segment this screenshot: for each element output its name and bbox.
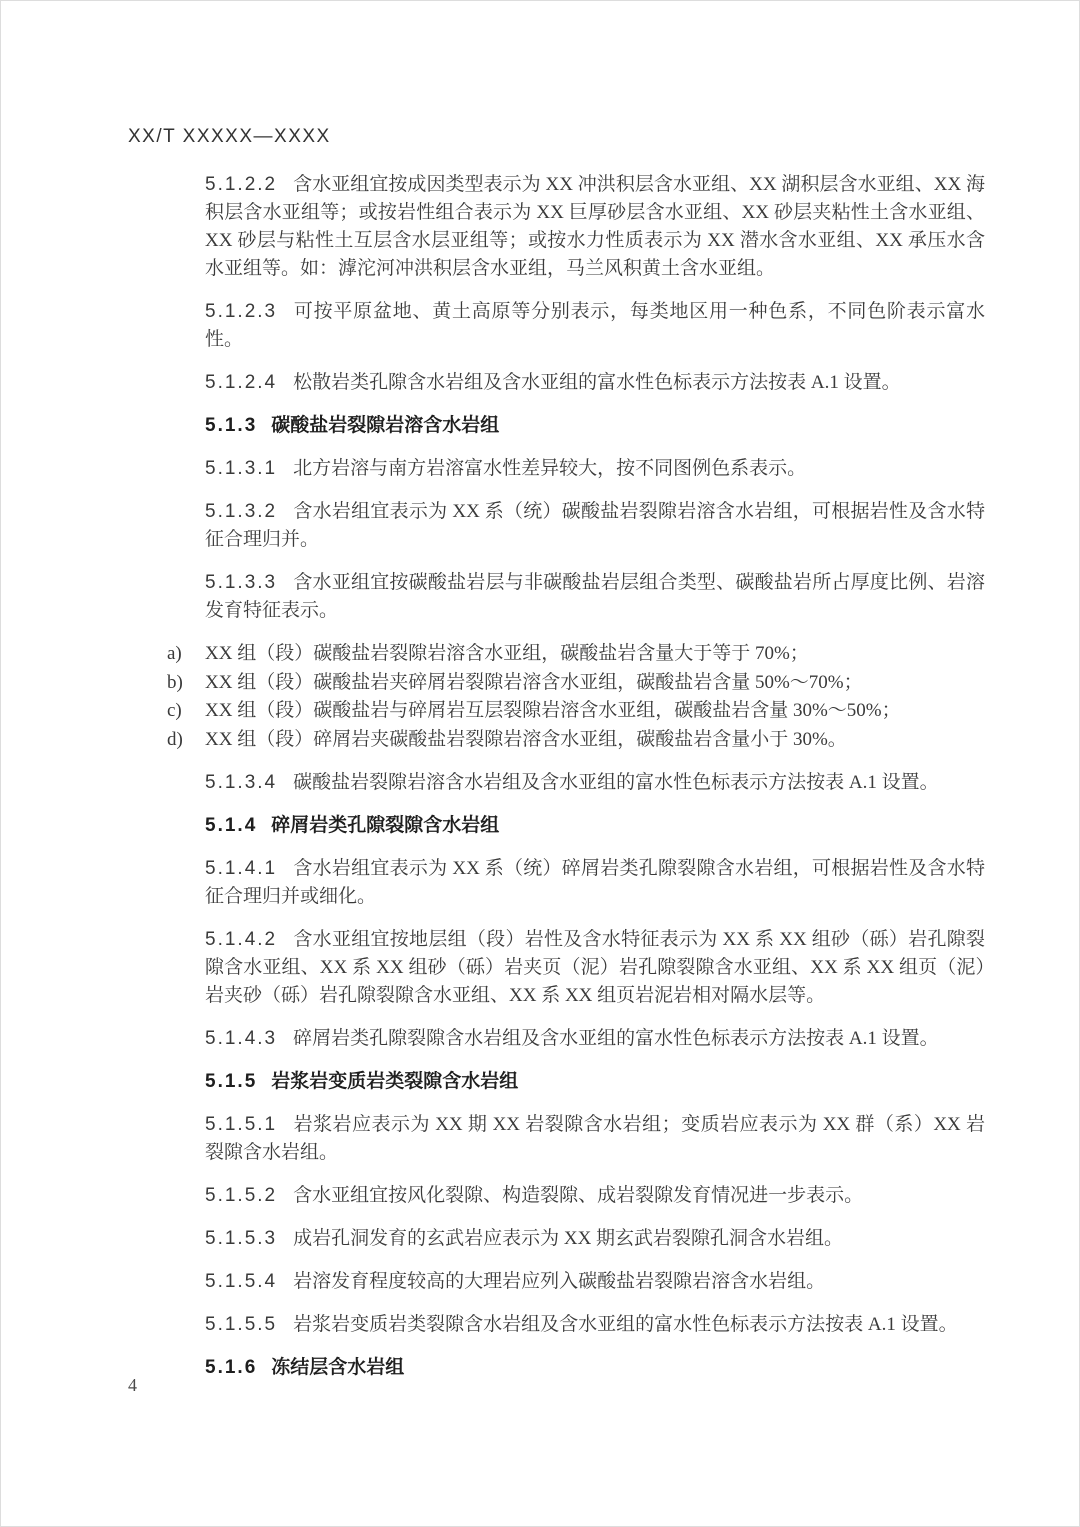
clause-number: 5.1.3.3 [205, 572, 278, 593]
clause-number: 5.1.5.5 [205, 1314, 278, 1335]
clause-text: 岩浆岩变质岩类裂隙含水岩组及含水亚组的富水性色标表示方法按表 A.1 设置。 [293, 1314, 958, 1335]
clause-number: 5.1.4.1 [205, 858, 278, 879]
clause-number: 5.1.4.3 [205, 1028, 278, 1049]
clause-text: 碎屑岩类孔隙裂隙含水岩组及含水亚组的富水性色标表示方法按表 A.1 设置。 [293, 1028, 939, 1049]
clause-5.1.5.5 [205, 1311, 985, 1339]
clause-5.1.5.3 [205, 1225, 985, 1253]
clause-5.1.2.3 [205, 298, 985, 354]
list-marker: d) [167, 728, 183, 750]
clause-5.1.2.2 [205, 171, 985, 283]
clause-number: 5.1.5.1 [205, 1114, 278, 1135]
list-item [167, 669, 985, 698]
clause-5.1.3.3 [205, 569, 985, 625]
clause-number: 5.1.3.2 [205, 501, 278, 522]
clause-number: 5.1.5.4 [205, 1271, 278, 1292]
heading-number: 5.1.5 [205, 1071, 258, 1092]
clause-5.1.4.1 [205, 855, 985, 911]
clause-text: 岩溶发育程度较高的大理岩应列入碳酸盐岩裂隙岩溶含水岩组。 [293, 1271, 826, 1292]
section-heading-5.1.6 [205, 1354, 985, 1382]
clause-text: 含水亚组宜按地层组（段）岩性及含水特征表示为 XX 系 XX 组砂（砾）岩孔隙裂隙含水亚组、XX 系 XX 组砂（砾）岩夹页（泥）岩孔隙裂隙含水亚组、XX 系 XX 组页（泥）岩夹砂（砾）岩孔隙裂隙含水亚组、XX 系 XX 组页岩泥岩相对隔水层等。 [205, 929, 985, 1006]
clause-text: 成岩孔洞发育的玄武岩应表示为 XX 期玄武岩裂隙孔洞含水岩组。 [293, 1228, 844, 1249]
clause-number: 5.1.3.1 [205, 458, 278, 479]
clause-number: 5.1.3.4 [205, 772, 278, 793]
clause-5.1.3.2 [205, 498, 985, 554]
list-marker: b) [167, 671, 183, 693]
list-item [167, 726, 985, 755]
clause-text: 岩浆岩应表示为 XX 期 XX 岩裂隙含水岩组；变质岩应表示为 XX 群（系）XX 岩裂隙含水岩组。 [205, 1114, 985, 1163]
clause-text: 北方岩溶与南方岩溶富水性差异较大，按不同图例色系表示。 [293, 458, 807, 479]
lettered-list [167, 640, 985, 754]
clause-number: 5.1.5.2 [205, 1185, 278, 1206]
list-item-text: XX 组（段）碳酸盐岩夹碎屑岩裂隙岩溶含水亚组，碳酸盐岩含量 50%～70%； [205, 671, 863, 693]
heading-number: 5.1.3 [205, 415, 258, 436]
clause-number: 5.1.4.2 [205, 929, 278, 950]
list-item-text: XX 组（段）碳酸盐岩与碎屑岩互层裂隙岩溶含水亚组，碳酸盐岩含量 30%～50%； [205, 700, 901, 721]
list-marker: c) [167, 700, 182, 721]
clause-number: 5.1.5.3 [205, 1228, 278, 1249]
running-header: XX/T XXXXX—XXXX [128, 126, 331, 147]
clause-5.1.4.2 [205, 926, 985, 1010]
heading-number: 5.1.4 [205, 815, 258, 836]
heading-text: 岩浆岩变质岩类裂隙含水岩组 [271, 1071, 519, 1092]
clause-text: 碳酸盐岩裂隙岩溶含水岩组及含水亚组的富水性色标表示方法按表 A.1 设置。 [293, 772, 939, 793]
clause-5.1.5.2 [205, 1182, 985, 1210]
heading-number: 5.1.6 [205, 1357, 258, 1378]
clause-5.1.2.4 [205, 369, 985, 397]
clause-text: 松散岩类孔隙含水岩组及含水亚组的富水性色标表示方法按表 A.1 设置。 [293, 372, 901, 393]
section-heading-5.1.5 [205, 1068, 985, 1096]
clause-text: 含水亚组宜按风化裂隙、构造裂隙、成岩裂隙发育情况进一步表示。 [293, 1185, 864, 1206]
clause-5.1.5.1 [205, 1111, 985, 1167]
heading-text: 碎屑岩类孔隙裂隙含水岩组 [271, 815, 500, 836]
list-item [167, 640, 985, 669]
section-heading-5.1.4 [205, 812, 985, 840]
clause-text: 含水岩组宜表示为 XX 系（统）碳酸盐岩裂隙岩溶含水岩组，可根据岩性及含水特征合理归并。 [205, 501, 985, 550]
clause-5.1.4.3 [205, 1025, 985, 1053]
clause-number: 5.1.2.2 [205, 174, 278, 195]
list-item-text: XX 组（段）碎屑岩夹碳酸盐岩裂隙岩溶含水亚组，碳酸盐岩含量小于 30%。 [205, 728, 847, 750]
clause-number: 5.1.2.4 [205, 372, 278, 393]
list-item-text: XX 组（段）碳酸盐岩裂隙岩溶含水亚组，碳酸盐岩含量大于等于 70%； [205, 643, 809, 664]
list-marker: a) [167, 643, 182, 664]
clause-5.1.3.1 [205, 455, 985, 483]
page-number: 4 [128, 1375, 137, 1395]
clause-text: 含水亚组宜按碳酸盐岩层与非碳酸盐岩层组合类型、碳酸盐岩所占厚度比例、岩溶发育特征表示。 [205, 572, 985, 621]
section-heading-5.1.3 [205, 412, 985, 440]
clause-number: 5.1.2.3 [205, 301, 278, 322]
clause-5.1.5.4 [205, 1268, 985, 1296]
page-content [167, 171, 985, 1397]
clause-text: 含水亚组宜按成因类型表示为 XX 冲洪积层含水亚组、XX 湖积层含水亚组、XX 海积层含水亚组等；或按岩性组合表示为 XX 巨厚砂层含水亚组、XX 砂层夹粘性土含水亚组、XX 砂层与粘性土互层含水层亚组等；或按水力性质表示为 XX 潜水含水亚组、XX 承压水含水亚组等。如：滹沱河冲洪积层含水亚组，马兰风积黄土含水亚组。 [205, 174, 985, 279]
clause-text: 可按平原盆地、黄土高原等分别表示，每类地区用一种色系，不同色阶表示富水性。 [205, 301, 985, 350]
clause-5.1.3.4 [205, 769, 985, 797]
heading-text: 冻结层含水岩组 [271, 1357, 405, 1378]
heading-text: 碳酸盐岩裂隙岩溶含水岩组 [271, 415, 500, 436]
clause-text: 含水岩组宜表示为 XX 系（统）碎屑岩类孔隙裂隙含水岩组，可根据岩性及含水特征合理归并或细化。 [205, 858, 985, 907]
list-item [167, 697, 985, 726]
